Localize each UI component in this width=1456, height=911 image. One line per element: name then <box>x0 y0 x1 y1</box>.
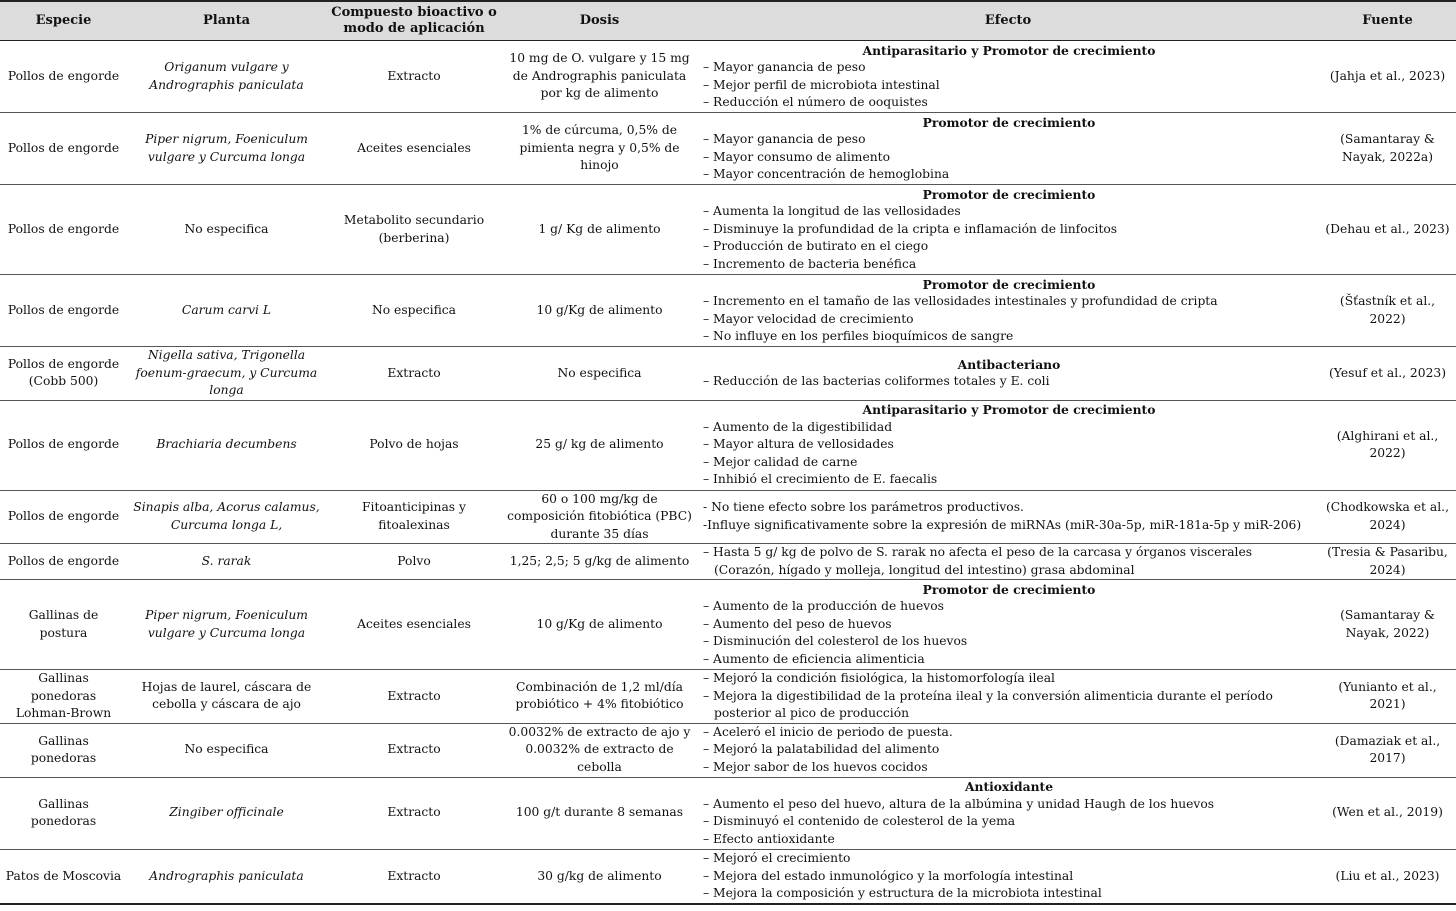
header-fuente: Fuente <box>1319 1 1456 41</box>
cell-dosis: No especifica <box>502 347 697 401</box>
cell-especie: Pollos de engorde <box>0 185 127 275</box>
efecto-item: – Disminuyó el contenido de colesterol de la yema <box>703 814 1016 828</box>
cell-dosis: 10 mg de O. vulgare y 15 mg de Andrographis paniculata por kg de alimento <box>502 41 697 113</box>
table-row <box>0 347 1456 401</box>
cell-compuesto: Aceites esenciales <box>326 113 502 185</box>
efecto-item: – Mejora la composición y estructura de la microbiota intestinal <box>703 886 1102 900</box>
cell-planta: Zingiber officinale <box>127 777 326 849</box>
cell-dosis: 25 g/ kg de alimento <box>502 400 697 490</box>
table-row <box>0 400 1456 490</box>
table-row <box>0 777 1456 849</box>
efecto-item: – Mejoró la condición fisiológica, la histomorfología ileal <box>703 671 1055 685</box>
efecto-title: Promotor de crecimiento <box>922 186 1096 202</box>
cell-especie: Pollos de engorde <box>0 41 127 113</box>
cell-planta: Piper nigrum, Foeniculum vulgare y Curcuma longa <box>127 580 326 670</box>
efecto-item: – Mejoró la palatabilidad del alimento <box>703 742 940 757</box>
cell-dosis: 1,25; 2,5; 5 g/kg de alimento <box>502 544 697 580</box>
cell-compuesto: Extracto <box>326 347 502 401</box>
table-row <box>0 490 1456 544</box>
efecto-item: – Disminución del colesterol de los huevos <box>703 634 968 649</box>
efecto-item: – Disminuye la profundidad de la cripta e inflamación de linfocitos <box>703 221 1118 236</box>
cell-efecto <box>697 113 1319 185</box>
efecto-item: – Mejor calidad de carne <box>703 454 858 469</box>
cell-especie: Gallinas ponedoras <box>0 777 127 849</box>
cell-planta: Carum carvi L <box>127 275 326 347</box>
efecto-item: – Producción de butirato en el ciego <box>703 239 929 254</box>
cell-fuente: (Chodkowska et al., 2024) <box>1319 490 1456 544</box>
cell-fuente: (Liu et al., 2023) <box>1319 849 1456 904</box>
cell-dosis: 30 g/kg de alimento <box>502 849 697 904</box>
cell-planta: Origanum vulgare y Andrographis paniculata <box>127 41 326 113</box>
cell-dosis: 60 o 100 mg/kg de composición fitobiótica (PBC) durante 35 días <box>502 490 697 544</box>
cell-fuente: (Samantaray & Nayak, 2022a) <box>1319 113 1456 185</box>
cell-fuente: (Dehau et al., 2023) <box>1319 185 1456 275</box>
cell-especie: Pollos de engorde <box>0 544 127 580</box>
cell-efecto <box>697 723 1319 777</box>
header-planta: Planta <box>127 1 326 41</box>
cell-compuesto: Fitoanticipinas y fitoalexinas <box>326 490 502 544</box>
cell-compuesto: Extracto <box>326 849 502 904</box>
cell-compuesto: Extracto <box>326 723 502 777</box>
cell-fuente: (Samantaray & Nayak, 2022) <box>1319 580 1456 670</box>
cell-especie: Pollos de engorde <box>0 113 127 185</box>
cell-especie: Gallinas ponedoras <box>0 723 127 777</box>
header-compuesto: Compuesto bioactivo o modo de aplicación <box>326 1 502 41</box>
table-row <box>0 723 1456 777</box>
cell-fuente: (Damaziak et al., 2017) <box>1319 723 1456 777</box>
cell-fuente: (Yunianto et al., 2021) <box>1319 670 1456 724</box>
cell-planta: Piper nigrum, Foeniculum vulgare y Curcuma longa <box>127 113 326 185</box>
efecto-title: Promotor de crecimiento <box>922 581 1096 597</box>
cell-efecto <box>697 347 1319 401</box>
cell-fuente: (Jahja et al., 2023) <box>1319 41 1456 113</box>
efecto-item: – Aumento de la digestibilidad <box>703 419 893 434</box>
cell-efecto <box>697 185 1319 275</box>
cell-fuente: (Tresia & Pasaribu, 2024) <box>1319 544 1456 580</box>
cell-especie: Gallinas ponedoras Lohman-Brown <box>0 670 127 724</box>
efecto-item: – Incremento de bacteria benéfica <box>703 256 917 271</box>
cell-planta: Nigella sativa, Trigonella foenum-graecum, y Curcuma longa <box>127 347 326 401</box>
cell-dosis: 0.0032% de extracto de ajo y 0.0032% de extracto de cebolla <box>502 723 697 777</box>
efecto-item: – Mayor concentración de hemoglobina <box>703 167 950 181</box>
cell-dosis: 1% de cúrcuma, 0,5% de pimienta negra y 0,5% de hinojo <box>502 113 697 185</box>
efecto-item: – Mayor ganancia de peso <box>703 60 866 74</box>
table-row <box>0 185 1456 275</box>
cell-compuesto: No especifica <box>326 275 502 347</box>
efecto-item: – Reducción el número de ooquistes <box>703 95 928 109</box>
efecto-item: – Mejora del estado inmunológico y la morfología intestinal <box>703 868 1074 883</box>
cell-efecto <box>697 275 1319 347</box>
cell-especie: Patos de Moscovia <box>0 849 127 904</box>
efecto-item: -Influye significativamente sobre la expresión de miRNAs (miR-30a-5p, miR-181a-5p y miR-206) <box>703 517 1302 532</box>
cell-compuesto: Aceites esenciales <box>326 580 502 670</box>
efecto-item: – Aceleró el inicio de periodo de puesta. <box>703 724 953 739</box>
efecto-title: Antiparasitario y Promotor de crecimiento <box>862 42 1156 58</box>
cell-efecto <box>697 400 1319 490</box>
table-row <box>0 113 1456 185</box>
cell-efecto <box>697 849 1319 904</box>
efecto-item: – Aumenta la longitud de las vellosidades <box>703 204 961 219</box>
cell-planta: Brachiaria decumbens <box>127 400 326 490</box>
efecto-item: – Incremento en el tamaño de las vellosidades intestinales y profundidad de cripta <box>703 294 1218 308</box>
cell-compuesto: Extracto <box>326 777 502 849</box>
efecto-item: – Aumento de eficiencia alimenticia <box>703 651 925 666</box>
cell-dosis: 1 g/ Kg de alimento <box>502 185 697 275</box>
cell-especie: Pollos de engorde <box>0 400 127 490</box>
cell-planta: Hojas de laurel, cáscara de cebolla y cáscara de ajo <box>127 670 326 724</box>
cell-especie: Pollos de engorde (Cobb 500) <box>0 347 127 401</box>
cell-fuente: (Alghirani et al., 2022) <box>1319 400 1456 490</box>
efecto-title: Antiparasitario y Promotor de crecimiento <box>862 402 1156 418</box>
efecto-item: – Mayor ganancia de peso <box>703 132 866 146</box>
efecto-title: Promotor de crecimiento <box>922 276 1096 292</box>
cell-planta: No especifica <box>127 185 326 275</box>
efecto-item: – No influye en los perfiles bioquímicos de sangre <box>703 329 1014 343</box>
cell-efecto <box>697 41 1319 113</box>
cell-compuesto: Metabolito secundario (berberina) <box>326 185 502 275</box>
efecto-item: – Mejoró el crecimiento <box>703 851 851 865</box>
efecto-title: Antioxidante <box>964 779 1054 794</box>
cell-compuesto: Extracto <box>326 41 502 113</box>
efecto-item: – Mejor sabor de los huevos cocidos <box>703 759 928 774</box>
efecto-item: – Mayor altura de vellosidades <box>703 437 894 452</box>
efecto-item: – Aumento del peso de huevos <box>703 616 892 631</box>
table-row <box>0 275 1456 347</box>
efecto-item: – Mayor velocidad de crecimiento <box>703 311 914 326</box>
efecto-title: Promotor de crecimiento <box>922 114 1096 130</box>
efecto-item: – Efecto antioxidante <box>703 831 835 846</box>
cell-efecto <box>697 777 1319 849</box>
cell-especie: Pollos de engorde <box>0 490 127 544</box>
header-dosis: Dosis <box>502 1 697 41</box>
efecto-item: – Aumento de la producción de huevos <box>703 599 944 614</box>
cell-planta: Sinapis alba, Acorus calamus, Curcuma longa L, <box>127 490 326 544</box>
efecto-item: – Reducción de las bacterias coliformes totales y E. coli <box>703 374 1050 389</box>
efecto-item: – Mayor consumo de alimento <box>703 149 890 164</box>
cell-compuesto: Polvo de hojas <box>326 400 502 490</box>
efecto-item: – Aumento el peso del huevo, altura de la albúmina y unidad Haugh de los huevos <box>703 796 1215 811</box>
header-row <box>0 1 1456 41</box>
table-row <box>0 580 1456 670</box>
efecto-item: – Mejora la digestibilidad de la proteína ileal y la conversión alimenticia durante el período posterior al pico de producción <box>703 688 1273 720</box>
table-row <box>0 544 1456 580</box>
cell-planta: Andrographis paniculata <box>127 849 326 904</box>
cell-efecto <box>697 490 1319 544</box>
cell-compuesto: Polvo <box>326 544 502 580</box>
cell-efecto <box>697 544 1319 580</box>
efecto-item: – Inhibió el crecimiento de E. faecalis <box>703 472 938 487</box>
header-efecto: Efecto <box>697 1 1319 41</box>
header-especie: Especie <box>0 1 127 41</box>
cell-efecto <box>697 670 1319 724</box>
efecto-item: – Hasta 5 g/ kg de polvo de S. rarak no afecta el peso de la carcasa y órganos viscerales (Corazón, hígado y molleja, longitud del intestino) grasa abdominal <box>703 545 1253 577</box>
cell-compuesto: Extracto <box>326 670 502 724</box>
table-row <box>0 41 1456 113</box>
efecto-title: Antibacteriano <box>957 356 1061 372</box>
cell-dosis: 10 g/Kg de alimento <box>502 580 697 670</box>
cell-efecto <box>697 580 1319 670</box>
cell-dosis: 10 g/Kg de alimento <box>502 275 697 347</box>
cell-planta: No especifica <box>127 723 326 777</box>
cell-dosis: Combinación de 1,2 ml/día probiótico + 4% fitobiótico <box>502 670 697 724</box>
table-row <box>0 849 1456 904</box>
efecto-item: – Mejor perfil de microbiota intestinal <box>703 77 940 92</box>
cell-dosis: 100 g/t durante 8 semanas <box>502 777 697 849</box>
efecto-item: - No tiene efecto sobre los parámetros productivos. <box>703 500 1024 515</box>
cell-especie: Pollos de engorde <box>0 275 127 347</box>
cell-fuente: (Yesuf et al., 2023) <box>1319 347 1456 401</box>
cell-planta: S. rarak <box>127 544 326 580</box>
cell-especie: Gallinas de postura <box>0 580 127 670</box>
cell-fuente: (Wen et al., 2019) <box>1319 777 1456 849</box>
cell-fuente: (Šťastník et al., 2022) <box>1319 275 1456 347</box>
table-row <box>0 670 1456 724</box>
